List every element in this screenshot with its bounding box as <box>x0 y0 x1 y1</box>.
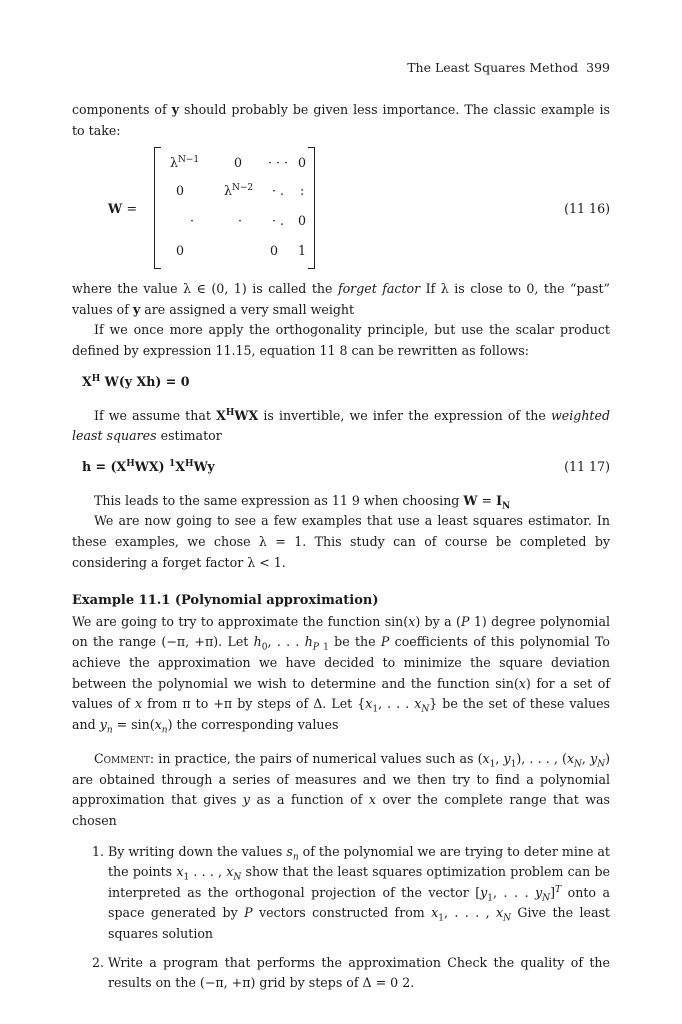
running-header <box>407 58 610 79</box>
wls-intro-paragraph: If we assume that $X^HWX$ is invertible, we infer the expression of the weighted least squares estimator <box>72 407 611 444</box>
list-item: 1. By writing down the values $s_n$ of the polynomial we are trying to deter mine at the points $x_1$ . . . , $x_N$ show that the least squares optimization problem can be interpreted as the orthogonal projection of the vector [$y_1$, . . . $y_N]^T$ onto a space generated by P vectors constructed from $x_1$, . . . , $x_N$ Give the least squares solution <box>108 842 610 945</box>
matrix-cell: 0 <box>176 183 185 199</box>
running-title: The Least Squares Method <box>407 60 579 75</box>
matrix-cell: · . <box>272 183 285 199</box>
matrix-cell: · <box>238 213 243 229</box>
matrix-cell: 0 <box>176 243 185 259</box>
intro-paragraph: components of y should probably be given less importance. The classic example is to take: <box>72 102 611 138</box>
forget-factor-paragraph: where the value λ ∈ (0, 1) is called the forget factor If λ is close to 0, the “past” values of y are assigned a very small weight <box>72 281 610 317</box>
matrix-cell: : <box>300 183 305 199</box>
right-bracket <box>308 147 315 269</box>
matrix-cell: 0 <box>298 213 307 229</box>
equation-number: (11 17) <box>564 458 610 474</box>
exercise-list <box>72 842 610 994</box>
matrix-cell: · · · <box>268 155 289 171</box>
orthogonality-equation: $X^H$ W(y Xh) = 0 <box>82 373 190 389</box>
matrix-cell: 0 <box>270 243 279 259</box>
wls-equation: $h = (X^HWX)$ $^1X^HWy$ (11 17) <box>82 457 610 481</box>
orthogonality-paragraph: If we once more apply the orthogonality principle, but use the scalar product defined by expression 11.15, equation 11 8 can be rewritten as follows: <box>72 322 610 358</box>
matrix-cell: · <box>190 213 195 229</box>
example-body: We are going to try to approximate the function sin(x) by a (P 1) degree polynomial on the range (−π, +π). Let $h_0$, . . . $h_{P 1}$ be the P coefficients of this polynomial To achieve the approximation we have decided to minimize the square deviation between the polynomial we wish to determine and the function sin(x) for a set of values of x from π to +π by steps of Δ. Let {$x_1$, . . . $x_N$} be the set of these values and $y_n = \sin(x_n)$ the corresponding values <box>72 613 611 736</box>
matrix-cell: $\lambda^{N-2}$ <box>224 183 254 199</box>
same-expression-paragraph: This leads to the same expression as 11 9 when choosing $W = I_N$ <box>94 492 511 512</box>
matrix-cell: 1 <box>298 243 307 259</box>
example-title: Example 11.1 (Polynomial approximation) <box>72 593 379 609</box>
comment-paragraph: Comment: in practice, the pairs of numerical values such as ($x_1$, $y_1$), . . . , ($x_N$, $y_N$) are obtained through a series of measures and we then try to find a polynomial approximation that gives y as a function of x over the complete range that was chosen <box>72 751 611 829</box>
matrix-lhs: W = <box>108 201 138 217</box>
weight-matrix-equation <box>72 147 610 279</box>
list-item: 2. Write a program that performs the approximation Check the quality of the results on the (−π, +π) grid by steps of Δ = 0 2. <box>108 953 610 994</box>
page-body <box>72 100 610 1002</box>
matrix-cell: 0 <box>234 155 243 171</box>
matrix-cell: $\lambda^{N-1}$ <box>170 155 200 171</box>
page-number: 399 <box>586 60 610 75</box>
examples-intro-paragraph: We are now going to see a few examples that use a least squares estimator. In these examples, we chose λ = 1. This study can of course be completed by considering a forget factor λ < 1. <box>72 513 610 570</box>
equation-number: (11 16) <box>564 201 610 217</box>
matrix-cell: · . <box>272 213 285 229</box>
left-bracket <box>154 147 161 269</box>
matrix-cell: 0 <box>298 155 307 171</box>
